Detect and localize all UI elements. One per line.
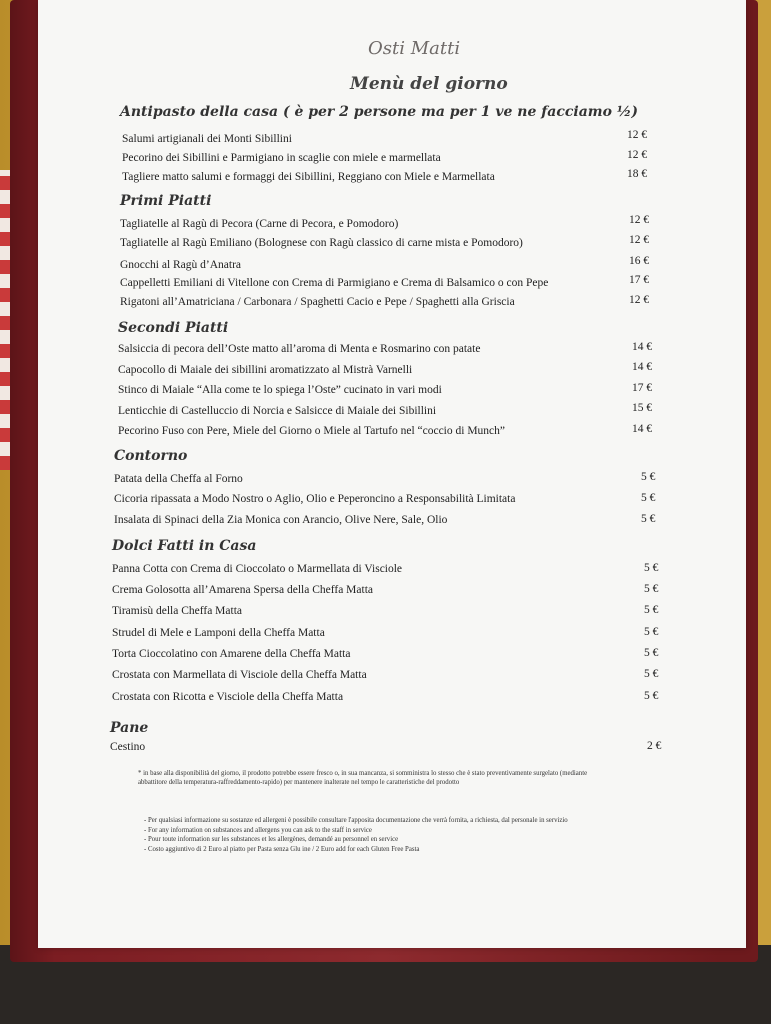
menu-item: Tiramisù della Cheffa Matta [112,605,242,617]
menu-item: Tagliere matto salumi e formaggi dei Sibillini, Reggiano con Miele e Marmellata [122,171,495,183]
menu-item: Tagliatelle al Ragù Emiliano (Bolognese con Ragù classico di carne mista e Pomodoro) [120,237,523,249]
menu-item: Lenticchie di Castelluccio di Norcia e Salsicce di Maiale dei Sibillini [118,405,437,417]
footer-line: - Per qualsiasi informazione su sostanze ed allergeni è possibile consultare l'apposita documentazione che verrà fornita, a richiesta, dal personale in servizio [144,817,568,824]
menu-price: 12 € [629,294,650,306]
menu-price: 5 € [644,690,659,702]
menu-price: 12 € [629,234,650,246]
section-heading-primi: Primi Piatti [120,193,212,209]
section-heading-antipasto: Antipasto della casa ( è per 2 persone ma per 1 ve ne facciamo ½) [120,104,639,120]
menu-item: Cappelletti Emiliani di Vitellone con Crema di Parmigiano e Crema di Balsamico o con Pepe [120,277,549,289]
footer-line: - For any information on substances and allergens you can ask to the staff in service [144,827,372,834]
menu-price: 5 € [644,626,659,638]
menu-item: Torta Cioccolatino con Amarene della Cheffa Matta [112,648,351,660]
menu-price: 12 € [627,129,648,141]
menu-price: 12 € [629,214,650,226]
menu-item: Tagliatelle al Ragù di Pecora (Carne di Pecora, e Pomodoro) [120,218,399,230]
section-heading-contorno: Contorno [114,448,188,464]
menu-item: Pecorino Fuso con Pere, Miele del Giorno o Miele al Tartufo nel “coccio di Munch” [118,425,506,437]
menu-price: 14 € [632,423,653,435]
restaurant-logo: Osti Matti [368,38,461,59]
menu-sheet [38,0,746,948]
menu-item: Panna Cotta con Crema di Cioccolato o Marmellata di Visciole [112,563,403,575]
menu-item: Cestino [110,741,146,753]
section-heading-dolci: Dolci Fatti in Casa [112,538,257,554]
menu-price: 15 € [632,402,653,414]
menu-price: 12 € [627,149,648,161]
menu-item: Crostata con Ricotta e Visciole della Cheffa Matta [112,691,344,703]
menu-item: Rigatoni all’Amatriciana / Carbonara / Spaghetti Cacio e Pepe / Spaghetti alla Griscia [120,296,515,308]
menu-price: 2 € [647,740,662,752]
menu-title: Menù del giorno [350,74,508,94]
menu-price: 5 € [641,492,656,504]
menu-price: 5 € [644,668,659,680]
footer-line: - Pour toute information sur les substances et les allergènes, demandé au personnel en service [144,836,399,843]
menu-price: 17 € [629,274,650,286]
menu-price: 14 € [632,341,653,353]
menu-item: Salsiccia di pecora dell’Oste matto all’aroma di Menta e Rosmarino con patate [118,343,481,355]
menu-price: 5 € [644,562,659,574]
menu-price: 18 € [627,168,648,180]
menu-item: Cicoria ripassata a Modo Nostro o Aglio, Olio e Peperoncino a Responsabilità Limitata [114,493,516,505]
menu-item: Crema Golosotta all’Amarena Spersa della Cheffa Matta [112,584,374,596]
menu-price: 5 € [641,513,656,525]
menu-price: 16 € [629,255,650,267]
menu-item: Gnocchi al Ragù d’Anatra [120,259,242,271]
menu-price: 5 € [644,647,659,659]
menu-item: Capocollo di Maiale dei sibillini aromatizzato al Mistrà Varnelli [118,364,413,376]
footer-line: - Costo aggiuntivo di 2 Euro al piatto per Pasta senza Glu ine / 2 Euro add for each Gluten Free Pasta [144,846,420,853]
menu-item: Patata della Cheffa al Forno [114,473,243,485]
freshness-note: * in base alla disponibilità del giorno, il prodotto potrebbe essere fresco o, in sua mancanza, si somministra lo stesso che è stato preventivamente surgelato (mediante abbattitore della temperatura-raffreddamento-rapido) per mantenere inalterate nel tempo le caratteristiche del prodotto [138,770,588,786]
menu-item: Insalata di Spinaci della Zia Monica con Arancio, Olive Nere, Sale, Olio [114,514,448,526]
menu-price: 5 € [641,471,656,483]
menu-price: 5 € [644,583,659,595]
menu-item: Pecorino dei Sibillini e Parmigiano in scaglie con miele e marmellata [122,152,441,164]
menu-item: Strudel di Mele e Lamponi della Cheffa Matta [112,627,325,639]
menu-price: 17 € [632,382,653,394]
menu-item: Salumi artigianali dei Monti Sibillini [122,133,292,145]
menu-item: Stinco di Maiale “Alla come te lo spiega l’Oste” cucinato in vari modi [118,384,442,396]
section-heading-pane: Pane [110,720,149,736]
menu-item: Crostata con Marmellata di Visciole della Cheffa Matta [112,669,367,681]
menu-price: 14 € [632,361,653,373]
menu-price: 5 € [644,604,659,616]
section-heading-secondi: Secondi Piatti [118,320,229,336]
